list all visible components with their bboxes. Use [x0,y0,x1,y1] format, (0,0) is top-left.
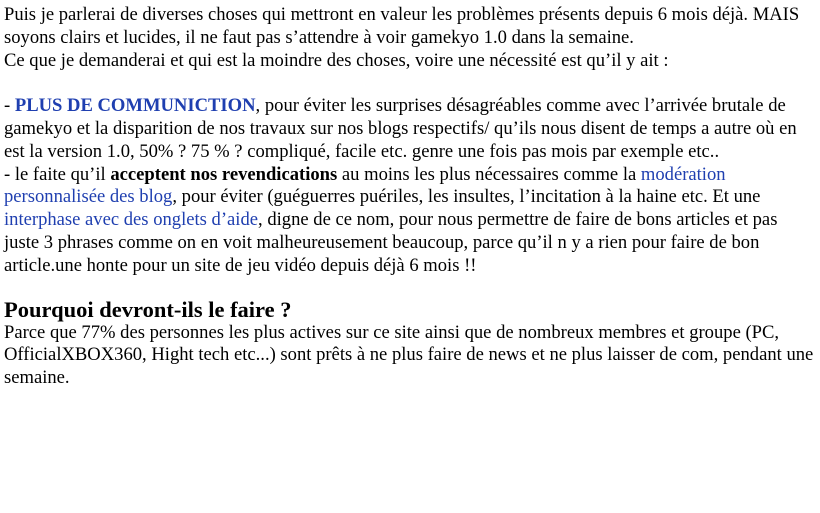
section-heading: Pourquoi devront-ils le faire ? [4,296,292,322]
help-tabs-highlight: interphase avec des onglets d’aide [4,209,259,231]
request-item-communication [4,95,816,163]
demands-bold: acceptent nos revendications [110,163,338,185]
request-item-demands [4,164,816,278]
item-text: au moins les plus nécessaires comme la [337,163,641,185]
item-text: , digne de ce nom, pour nous permettre de faire de bons articles et pas juste 3 phrases comme on en voit malheureusement beaucoup, parce qu’il n y a rien pour faire de bon article.une honte pour un site de jeu vidéo depuis déjà 6 mois !! [4,209,778,276]
bullet-dash: - [4,95,15,117]
moderation-highlight: modération personnalisée des blog [4,163,726,208]
request-intro: Ce que je demanderai et qui est la moindre des choses, voire une nécessité est qu’il y ait : [4,49,669,71]
intro-paragraph: Puis je parlerai de diverses choses qui mettront en valeur les problèmes présents depuis 6 mois déjà. MAIS soyons clairs et lucides, il ne faut pas s’attendre à voir gamekyo 1.0 dans la semaine. [4,4,800,48]
section-body: Parce que 77% des personnes les plus actives sur ce site ainsi que de nombreux membres et groupe (PC, OfficialXBOX360, Hight tech etc...) sont prêts à ne plus faire de news et ne plus laisser de com, pendant une semaine. [4,321,814,389]
item-text: , pour éviter les surprises désagréables comme avec l’arrivée brutale de gamekyo et la disparition de nos travaux sur nos blogs respectifs/ qu’ils nous disent de temps a autre où en est la version 1.0, 50% ? 75 % ? compliqué, facile etc. genre une fois pas mois par exemple etc.. [4,95,797,162]
communication-highlight: PLUS DE COMMUNICTION [14,95,256,117]
item-lead: - le faite qu’il [4,163,111,185]
spacer [4,72,816,95]
item-text: , pour éviter (guéguerres puériles, les insultes, l’incitation à la haine etc. Et une [172,186,761,208]
